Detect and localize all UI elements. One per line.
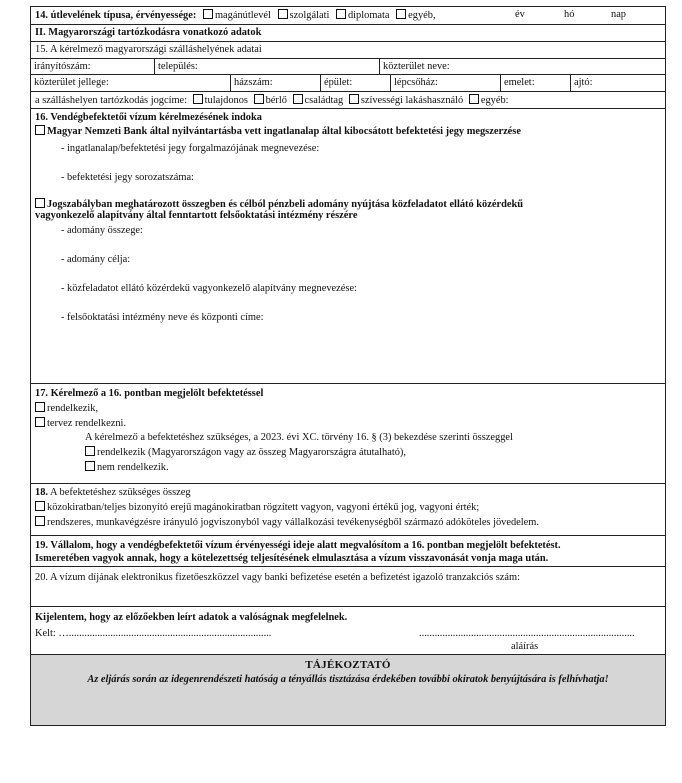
reason-option-2-line2: vagyonkezelő alapítvány által fenntartott felsőoktatási intézmény részére xyxy=(35,210,358,221)
house-number-field[interactable] xyxy=(231,75,321,91)
visa-reason-title: 16. Vendégbefektetői vízum kérelmezésének indoka xyxy=(35,112,262,123)
reason-option-2 xyxy=(35,198,661,210)
house-number-label: házszám: xyxy=(234,77,273,88)
investment-status-section xyxy=(31,384,665,484)
status-has-label: rendelkezik, xyxy=(47,403,99,414)
required-amount-title-text: A befektetéshez szükséges összeg xyxy=(50,487,191,498)
passport-type-label: 14. útlevelének típusa, érvényessége: xyxy=(35,10,197,21)
checkbox-ordinary-passport[interactable] xyxy=(203,9,213,19)
fund-distributor-item: - ingatlanalap/befektetési jegy forgalmazójának megnevezése: xyxy=(35,143,661,154)
option-courtesy-use: szívességi lakáshasználó xyxy=(360,95,464,106)
checkbox-reason-donation[interactable] xyxy=(35,198,45,208)
required-amount-section xyxy=(31,484,665,536)
date-field[interactable]: Kelt: ….............................................................................. xyxy=(35,628,272,639)
reason-option-1-label: Magyar Nemzeti Bank által nyilvántartásba vett ingatlanalap által kibocsátott befektetési jegy megszerzése xyxy=(47,126,521,137)
signature-label: aláírás xyxy=(511,641,539,652)
commitment-line-2: Ismeretében vagyok annak, hogy a kötelezettség teljesítésének elmulasztása a vízum visszavonását vonja maga után. xyxy=(35,553,549,564)
option-tenant: bérlő xyxy=(265,95,287,106)
status-plans-label: tervez rendelkezni. xyxy=(47,418,127,429)
street-name-label: közterület neve: xyxy=(383,61,450,72)
funds-not-available-option xyxy=(35,461,661,473)
amount-source-income xyxy=(35,516,661,528)
reason-option-2-label: Jogszabályban meghatározott összegben és célból pénzbeli adomány nyújtása közfeladatot ellátó közérdekű xyxy=(47,199,524,210)
checkbox-funds-available[interactable] xyxy=(85,446,95,456)
building-label: épület: xyxy=(324,77,353,88)
option-service-passport: szolgálati xyxy=(289,10,330,21)
declaration-section xyxy=(31,607,665,655)
checkbox-source-assets[interactable] xyxy=(35,501,45,511)
option-ordinary-passport: magánútlevél xyxy=(214,10,271,21)
checkbox-other-passport[interactable] xyxy=(396,9,406,19)
staircase-label: lépcsőház: xyxy=(394,77,438,88)
donation-purpose-item: - adomány célja: xyxy=(35,254,661,265)
checkbox-funds-not-available[interactable] xyxy=(85,461,95,471)
status-plans-option xyxy=(35,417,661,429)
checkbox-source-income[interactable] xyxy=(35,516,45,526)
amount-source-assets-label: közokiratban/teljes bizonyító erejű magánokiratban rögzített vagyon, vagyoni értékű jog, vagyoni érték; xyxy=(47,502,480,513)
amount-source-income-label: rendszeres, munkavégzésre irányuló jogviszonyból vagy vállalkozási tevékenységből származó adóköteles jövedelem. xyxy=(47,517,539,528)
floor-field[interactable] xyxy=(501,75,571,91)
amount-source-assets xyxy=(35,501,661,513)
settlement-label: település: xyxy=(158,61,198,72)
checkbox-service-passport[interactable] xyxy=(278,9,288,19)
commitment-line-1: 19. Vállalom, hogy a vendégbefektetői vízum érvényességi ideje alatt megvalósítom a 16. pontban megjelölt befektetést. xyxy=(35,540,561,551)
information-title: TÁJÉKOZTATÓ xyxy=(305,659,391,671)
door-field[interactable] xyxy=(571,75,665,91)
building-field[interactable] xyxy=(321,75,391,91)
street-type-label: közterület jellege: xyxy=(34,77,109,88)
checkbox-reason-fund-units[interactable] xyxy=(35,125,45,135)
residence-right-row xyxy=(31,92,665,109)
address-row-2 xyxy=(31,75,665,92)
funds-not-available-label: nem rendelkezik. xyxy=(97,462,169,473)
postal-code-field[interactable] xyxy=(31,59,155,74)
validity-month-label: hó xyxy=(564,9,575,20)
checkbox-diplomatic-passport[interactable] xyxy=(336,9,346,19)
checkbox-tenant[interactable] xyxy=(254,94,264,104)
foundation-name-item: - közfeladatot ellátó közérdekű vagyonkezelő alapítvány megnevezése: xyxy=(35,283,661,294)
validity-year-label: év xyxy=(515,9,525,20)
information-message: Az eljárás során az idegenrendészeti hatóság a tényállás tisztázása érdekében további okiratok benyújtására is felhívhatja! xyxy=(87,674,609,685)
checkbox-has-investment[interactable] xyxy=(35,402,45,412)
door-label: ajtó: xyxy=(574,77,593,88)
signature-line[interactable]: ................................................................................... xyxy=(419,628,635,639)
visa-reason-section xyxy=(31,109,665,384)
checkbox-other-right[interactable] xyxy=(469,94,479,104)
fund-series-number-item: - befektetési jegy sorozatszáma: xyxy=(35,172,661,183)
passport-type-row xyxy=(31,7,665,25)
residence-right-label: a szálláshelyen tartózkodás jogcíme: xyxy=(35,95,188,106)
option-other-passport: egyéb, xyxy=(408,10,436,21)
declaration-title: Kijelentem, hogy az előzőekben leírt adatok a valóságnak megfelelnek. xyxy=(35,612,348,623)
funds-requirement-note: A kérelmező a befektetéshez szükséges, a 2023. évi XC. törvény 16. § (3) bekezdése szerinti összeggel xyxy=(85,432,513,443)
institution-name-address-item: - felsőoktatási intézmény neve és központi címe: xyxy=(35,312,661,323)
funds-available-label: rendelkezik (Magyarországon vagy az összeg Magyarországra átutalható), xyxy=(97,447,406,458)
required-amount-number: 18. xyxy=(35,487,48,498)
street-name-field[interactable] xyxy=(380,59,665,74)
postal-code-label: irányítószám: xyxy=(34,61,91,72)
option-family-member: családtag xyxy=(304,95,344,106)
commitment-section xyxy=(31,536,665,567)
validity-day-label: nap xyxy=(611,9,627,20)
accommodation-title xyxy=(31,42,665,59)
signature-row xyxy=(35,628,661,652)
donation-amount-item: - adomány összege: xyxy=(35,225,661,236)
investment-status-title: 17. Kérelmező a 16. pontban megjelölt befektetéssel xyxy=(35,388,264,399)
transaction-number-section[interactable] xyxy=(31,567,665,607)
address-row-1 xyxy=(31,59,665,75)
checkbox-owner[interactable] xyxy=(193,94,203,104)
option-other-right: egyéb: xyxy=(480,95,509,106)
checkbox-family-member[interactable] xyxy=(293,94,303,104)
funds-available-option xyxy=(35,446,661,458)
checkbox-courtesy-use[interactable] xyxy=(349,94,359,104)
floor-label: emelet: xyxy=(504,77,535,88)
required-amount-title xyxy=(35,487,661,498)
settlement-field[interactable] xyxy=(155,59,380,74)
option-owner: tulajdonos xyxy=(204,95,248,106)
staircase-field[interactable] xyxy=(391,75,501,91)
information-box xyxy=(31,655,665,725)
option-diplomatic-passport: diplomata xyxy=(347,10,390,21)
accommodation-title-text: 15. A kérelmező magyarországi szálláshelyének adatai xyxy=(35,44,262,55)
street-type-field[interactable] xyxy=(31,75,231,91)
reason-option-1 xyxy=(35,125,661,137)
checkbox-plans-investment[interactable] xyxy=(35,417,45,427)
visa-application-form xyxy=(30,6,666,726)
transaction-number-label: 20. A vízum díjának elektronikus fizetőeszközzel vagy banki befizetése esetén a befizetést igazoló tranzakciós szám: xyxy=(35,572,520,583)
status-has-option xyxy=(35,402,661,414)
section-ii-title: II. Magyarországi tartózkodásra vonatkozó adatok xyxy=(31,25,665,42)
